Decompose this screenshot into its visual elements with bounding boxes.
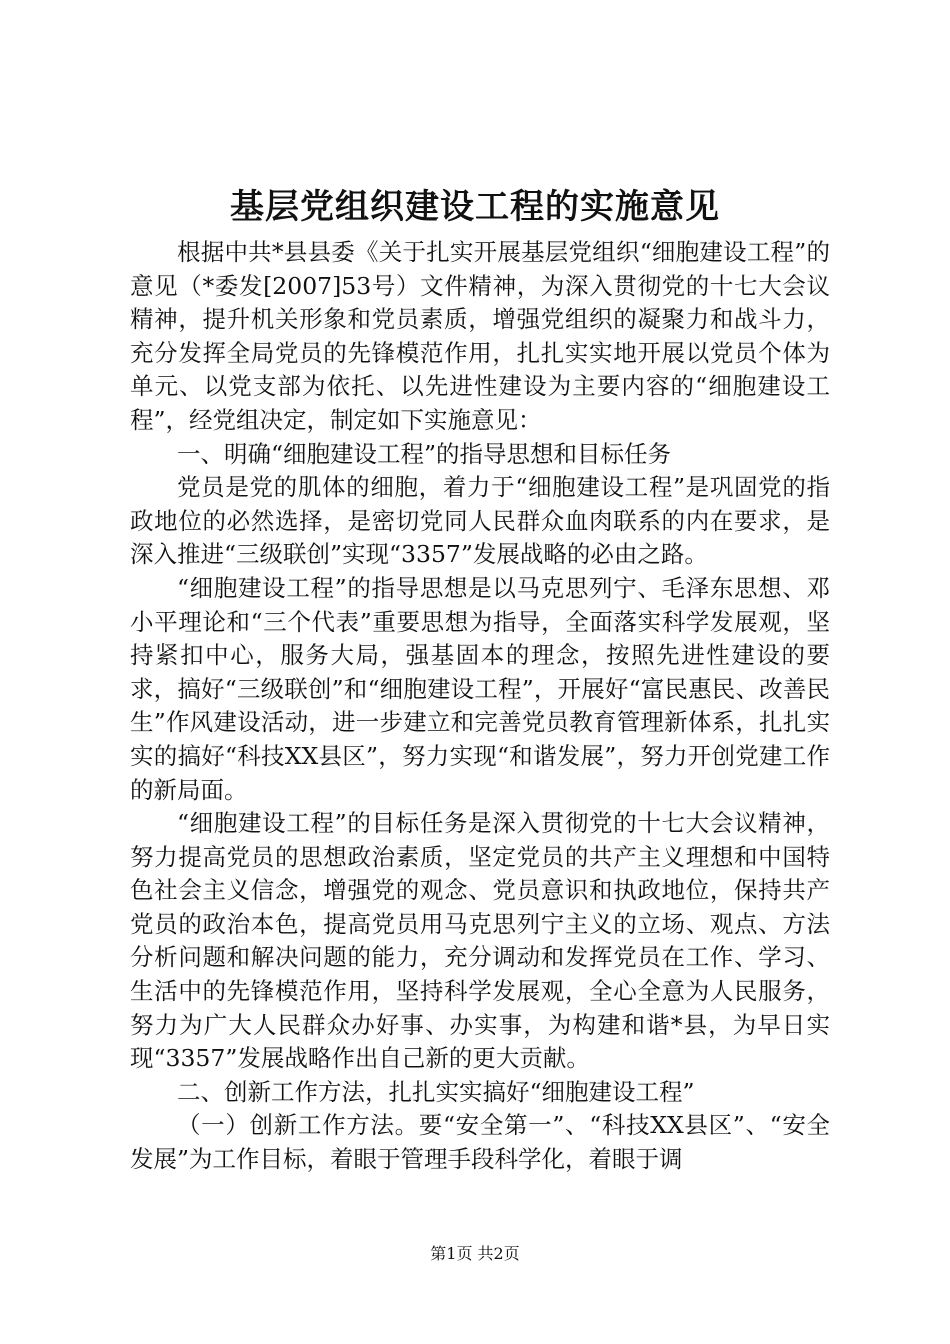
paragraph-work-method: （一）创新工作方法。要“安全第一”、“科技XX县区”、“安全发展”为工作目标，着眼于管理手段科学化，着眼于调	[130, 1111, 830, 1174]
paragraph-party-member: 党员是党的肌体的细胞，着力于“细胞建设工程”是巩固党的指政地位的必然选择，是密切党同人民群众血肉联系的内在要求，是深入推进“三级联创”实现“3357”发展战略的必由之路。	[130, 473, 830, 569]
paragraph-goals: “细胞建设工程”的目标任务是深入贯彻党的十七大会议精神，努力提高党员的思想政治素质，坚定党员的共产主义理想和中国特色社会主义信念，增强党的观念、党员意识和执政地位，保持共产党员的政治本色，提高党员用马克思列宁主义的立场、观点、方法分析问题和解决问题的能力，充分调动和发挥党员在工作、学习、生活中的先锋模范作用，坚持科学发展观，全心全意为人民服务，努力为广大人民群众办好事、办实事，为构建和谐*县，为早日实现“3357”发展战略作出自己新的更大贡献。	[130, 809, 830, 1073]
page-footer: 第1页 共2页	[430, 1244, 520, 1263]
document-title: 基层党组织建设工程的实施意见	[230, 187, 720, 227]
section-heading-2: 二、创新工作方法，扎扎实实搞好“细胞建设工程”	[177, 1077, 695, 1106]
document-body	[130, 236, 830, 1177]
paragraph-guiding-thought: “细胞建设工程”的指导思想是以马克思列宁、毛泽东思想、邓小平理论和“三个代表”重要思想为指导，全面落实科学发展观，坚持紧扣中心，服务大局，强基固本的理念，按照先进性建设的要求，搞好“三级联创”和“细胞建设工程”，开展好“富民惠民、改善民生”作风建设活动，进一步建立和完善党员教育管理新体系，扎扎实实的搞好“科技XX县区”，努力实现“和谐发展”，努力开创党建工作的新局面。	[130, 573, 830, 804]
paragraph-intro: 根据中共*县县委《关于扎实开展基层党组织“细胞建设工程”的意见（*委发[2007]53号）文件精神，为深入贯彻党的十七大会议精神，提升机关形象和党员素质，增强党组织的凝聚力和战斗力，充分发挥全局党员的先锋模范作用，扎扎实实地开展以党员个体为单元、以党支部为依托、以先进性建设为主要内容的“细胞建设工程”，经党组决定，制定如下实施意见：	[130, 238, 830, 434]
section-heading-1: 一、明确“细胞建设工程”的指导思想和目标任务	[177, 439, 672, 468]
